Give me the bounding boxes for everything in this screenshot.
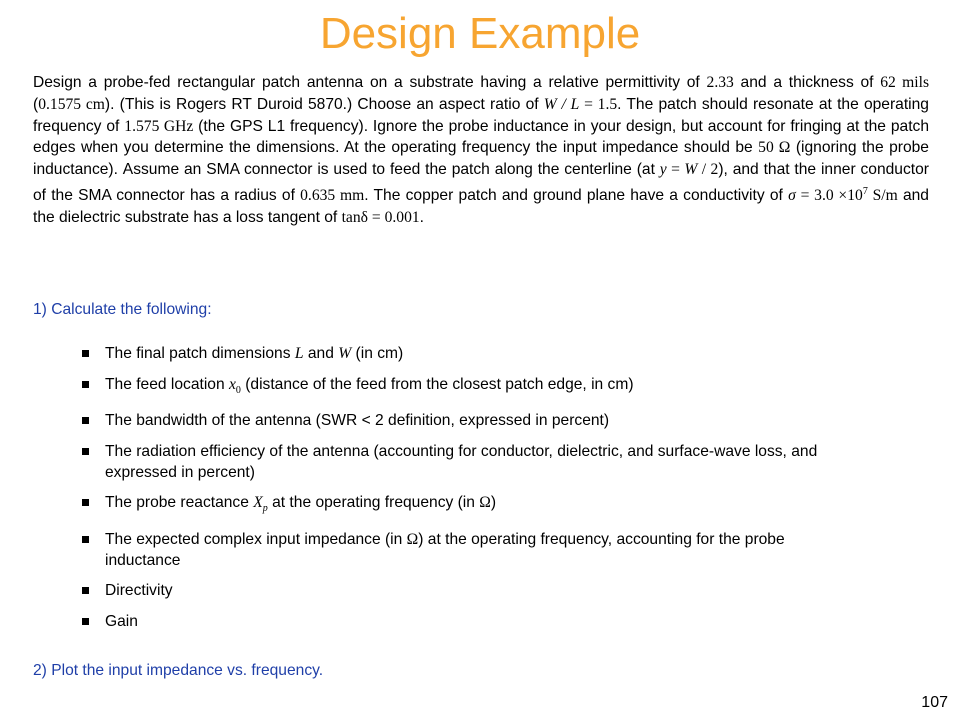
problem-text: (ignoring the probe inductance). Assume an SMA connector is used to feed the patch along the centerline (at — [33, 139, 929, 179]
problem-text: ( — [33, 95, 39, 113]
item-text: (in cm) — [351, 345, 404, 362]
x-symbol: X — [253, 494, 263, 512]
list-item — [80, 492, 860, 519]
item-text: at the operating frequency (in — [267, 494, 480, 512]
list-item: Directivity — [80, 580, 860, 601]
list-item: The radiation efficiency of the antenna (accounting for conductor, dielectric, and surface-wave loss, and expressed in percent) — [80, 441, 860, 483]
problem-text: ), and that the inner conductor of the SMA connector has a radius of — [33, 161, 929, 205]
l-symbol: L — [294, 345, 304, 362]
permittivity-value: 2.33 — [706, 74, 734, 91]
problem-text: . The patch should resonate at the operating frequency of — [33, 95, 929, 135]
thickness-cm: 0.1575 cm — [38, 95, 105, 113]
item-text: ) at the operating frequency, accounting for the probe inductance — [105, 530, 785, 569]
frequency-value: 1.575 GHz — [124, 117, 194, 135]
w-symbol: W — [684, 161, 698, 179]
task-list — [80, 343, 860, 641]
list-item — [80, 529, 860, 571]
list-item: Gain — [80, 611, 860, 632]
item-text: The final patch dimensions — [105, 345, 295, 362]
equals-sign: = — [666, 161, 685, 179]
problem-text: and a thickness of — [733, 74, 881, 91]
item-text: The feed location — [105, 375, 229, 393]
conductivity-value: = 3.0 ×10 — [795, 187, 863, 205]
aspect-ratio-symbol: W / L — [543, 95, 580, 113]
y-symbol: y — [659, 161, 667, 179]
x-symbol: x — [228, 375, 236, 393]
item-text: The probe reactance — [105, 494, 254, 512]
loss-tangent-value: tanδ = 0.001 — [341, 208, 420, 226]
p-subscript: p — [262, 503, 268, 515]
section-1-heading: 1) Calculate the following: — [33, 301, 212, 318]
slide-title: Design Example — [319, 9, 641, 58]
list-item: The bandwidth of the antenna (SWR < 2 definition, expressed in percent) — [80, 410, 860, 431]
section-2-heading: 2) Plot the input impedance vs. frequency. — [33, 662, 324, 679]
item-text: The expected complex input impedance (in — [105, 530, 407, 548]
sigma-symbol: σ — [788, 187, 796, 205]
problem-text: ). (This is Rogers RT Duroid 5870.) Choose an aspect ratio of — [104, 95, 544, 113]
thickness-mils: 62 mils — [880, 74, 930, 91]
w-symbol: W — [338, 345, 352, 362]
impedance-value: 50 Ω — [758, 139, 791, 157]
conductivity-exponent: 7 — [862, 185, 868, 197]
problem-text: Design a probe-fed rectangular patch antenna on a substrate having a relative permittivity of — [33, 74, 707, 91]
problem-text: . The copper patch and ground plane have a conductivity of — [364, 187, 789, 205]
problem-text: (the GPS L1 frequency). Ignore the probe inductance in your design, but account for fringing at the patch edges when you determine the dimensions. At the operating frequency the input impedance should be — [33, 117, 929, 157]
conductivity-unit: S/m — [867, 187, 898, 205]
list-item — [80, 343, 860, 364]
item-text: and — [303, 345, 339, 362]
ohm-symbol: Ω — [406, 530, 419, 548]
aspect-ratio-value: = 1.5 — [579, 95, 618, 113]
problem-text: . — [419, 208, 425, 226]
item-text: (distance of the feed from the closest patch edge, in cm) — [240, 375, 634, 393]
problem-text: and the dielectric substrate has a loss tangent of — [33, 187, 929, 226]
list-item — [80, 374, 860, 401]
half-value: / 2 — [697, 161, 719, 179]
item-text: ) — [490, 494, 497, 512]
x-subscript: 0 — [235, 384, 241, 396]
ohm-symbol: Ω — [479, 494, 491, 512]
page-number: 107 — [921, 694, 948, 711]
problem-statement — [33, 72, 929, 229]
radius-value: 0.635 mm — [300, 187, 365, 205]
